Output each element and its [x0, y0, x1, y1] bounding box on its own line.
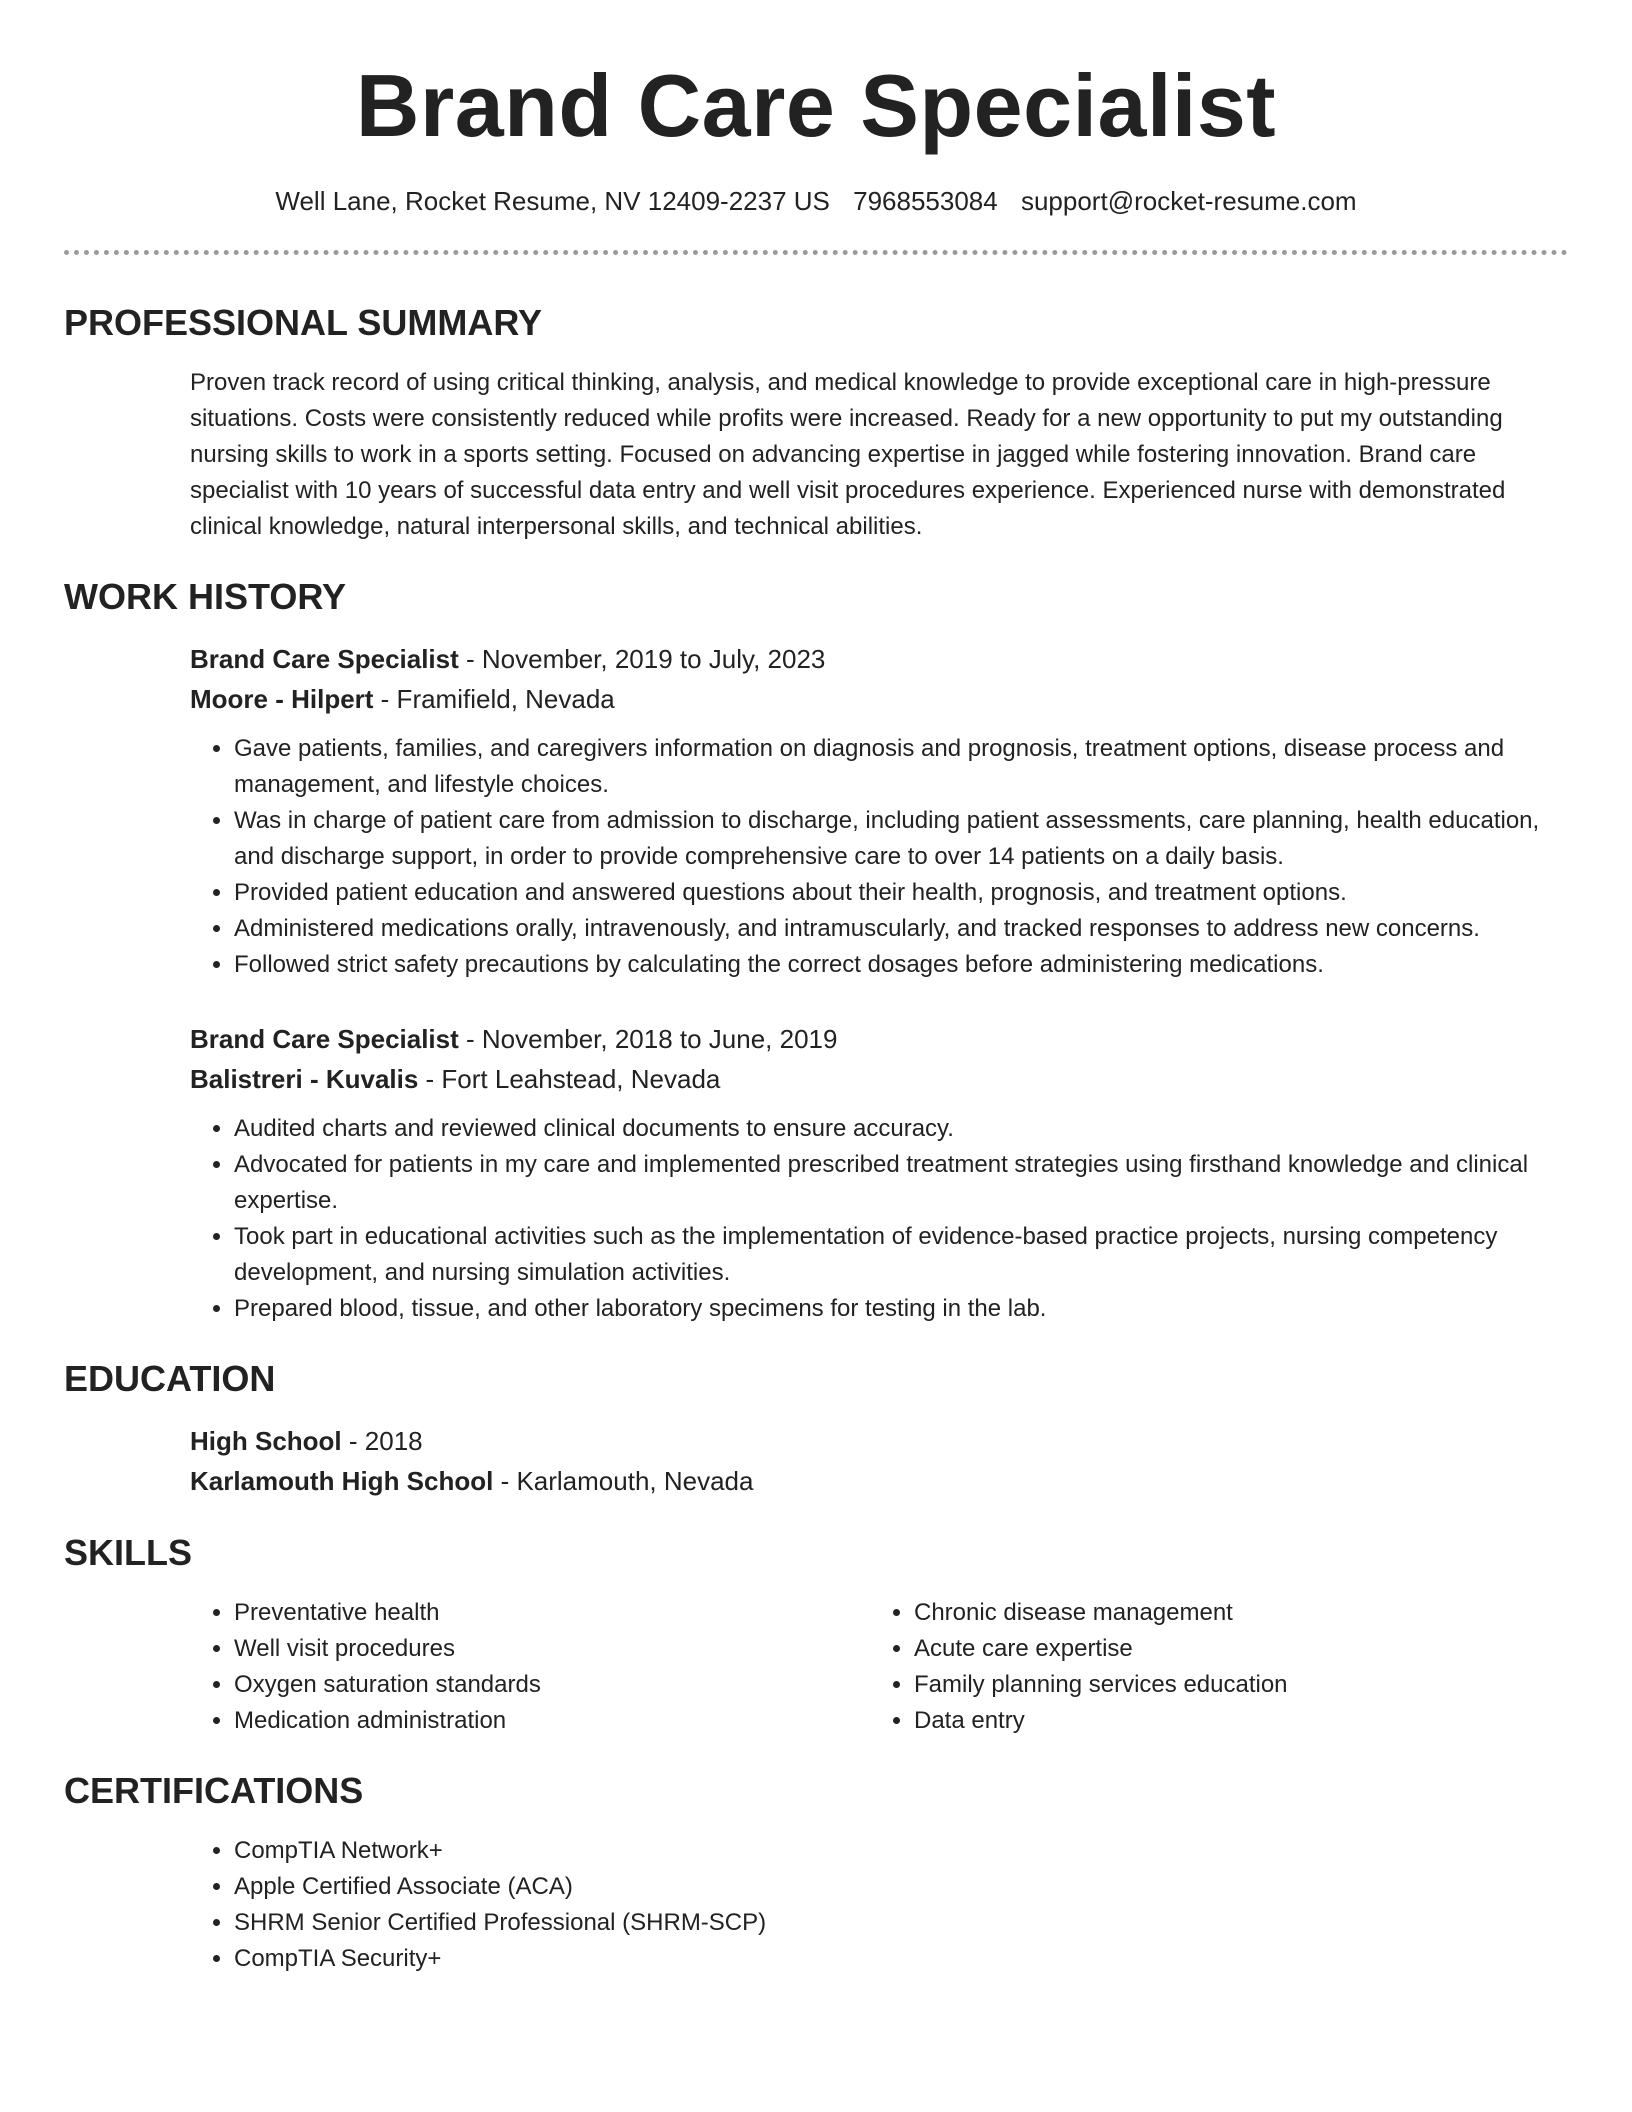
education-location: - Karlamouth, Nevada [493, 1466, 754, 1496]
contact-email: support@rocket-resume.com [1020, 186, 1357, 216]
skill-item: • Acute care expertise [914, 1631, 1550, 1667]
education-school-line [190, 1461, 1568, 1501]
education-degree-line [190, 1421, 1568, 1461]
job-bullet: • Took part in educational activities such as the implementation of evidence-based practice projects, nursing competency development, and nursing simulation activities. [234, 1219, 1568, 1291]
job-role: Brand Care Specialist [190, 1024, 459, 1054]
skills-column-left [190, 1595, 870, 1739]
job-bullet: • Gave patients, families, and caregivers information on diagnosis and prognosis, treatment options, disease process and management, and lifestyle choices. [234, 731, 1568, 803]
education-year: - 2018 [341, 1426, 423, 1456]
skill-item: • Medication administration [234, 1703, 870, 1739]
skills-column-right [870, 1595, 1550, 1739]
job-bullet: • Administered medications orally, intravenously, and intramuscularly, and tracked responses to address new concerns. [234, 911, 1568, 947]
certifications-body [190, 1833, 1568, 1977]
education-section [64, 1357, 1568, 1501]
job-dates: - November, 2018 to June, 2019 [458, 1024, 838, 1054]
summary-section [64, 301, 1568, 545]
skills-list-left [190, 1595, 870, 1739]
skills-section [64, 1531, 1568, 1739]
job-company-line [190, 679, 1568, 719]
job-bullets [190, 731, 1568, 983]
resume-header [64, 0, 1568, 218]
contact-phone: 7968553084 [853, 186, 998, 216]
certifications-title: CERTIFICATIONS [64, 1770, 364, 1811]
job-role-line [190, 1019, 1568, 1059]
summary-body [190, 365, 1568, 545]
job-location: - Framifield, Nevada [373, 684, 615, 714]
education-body [190, 1421, 1568, 1501]
skills-title: SKILLS [64, 1532, 193, 1573]
job-bullet: • Prepared blood, tissue, and other laboratory specimens for testing in the lab. [234, 1291, 1568, 1327]
skill-item: • Chronic disease management [914, 1595, 1550, 1631]
job-company: Moore - Hilpert [190, 684, 374, 714]
job-entry [190, 639, 1568, 983]
education-school: Karlamouth High School [190, 1466, 494, 1496]
job-bullets [190, 1111, 1568, 1327]
education-degree: High School [190, 1426, 342, 1456]
skill-item: • Preventative health [234, 1595, 870, 1631]
header-divider [64, 250, 1568, 255]
candidate-name: Brand Care Specialist [355, 56, 1277, 155]
job-role: Brand Care Specialist [190, 644, 459, 674]
certifications-list [190, 1833, 1568, 1977]
job-location: - Fort Leahstead, Nevada [418, 1064, 721, 1094]
contact-address: Well Lane, Rocket Resume, NV 12409-2237 US [275, 186, 830, 216]
certification-item: • SHRM Senior Certified Professional (SHRM-SCP) [234, 1905, 1568, 1941]
job-bullet: • Advocated for patients in my care and implemented prescribed treatment strategies using firsthand knowledge and clinical expertise. [234, 1147, 1568, 1219]
job-company: Balistreri - Kuvalis [190, 1064, 419, 1094]
skill-item: • Oxygen saturation standards [234, 1667, 870, 1703]
job-bullet: • Was in charge of patient care from admission to discharge, including patient assessments, care planning, health education, and discharge support, in order to provide comprehensive care to over 14 patients on a daily basis. [234, 803, 1568, 875]
job-role-line [190, 639, 1568, 679]
certifications-section [64, 1769, 1568, 1977]
work-history-section [64, 575, 1568, 1327]
certification-item: • Apple Certified Associate (ACA) [234, 1869, 1568, 1905]
certification-item: • CompTIA Security+ [234, 1941, 1568, 1977]
skills-list-right [870, 1595, 1550, 1739]
job-company-line [190, 1059, 1568, 1099]
skill-item: • Family planning services education [914, 1667, 1550, 1703]
skill-item: • Well visit procedures [234, 1631, 870, 1667]
summary-text: Proven track record of using critical thinking, analysis, and medical knowledge to provide exceptional care in high-pressure situations. Costs were consistently reduced while profits were increased. Ready for a new opportunity to put my outstanding nursing skills to work in a sports setting. Focused on advancing expertise in jagged while fostering innovation. Brand care specialist with 10 years of successful data entry and well visit procedures experience. Experienced nurse with demonstrated clinical knowledge, natural interpersonal skills, and technical abilities. [190, 369, 1506, 540]
job-bullet: • Provided patient education and answered questions about their health, prognosis, and treatment options. [234, 875, 1568, 911]
certification-item: • CompTIA Network+ [234, 1833, 1568, 1869]
contact-line [64, 184, 1568, 218]
skill-item: • Data entry [914, 1703, 1550, 1739]
job-bullet: • Audited charts and reviewed clinical documents to ensure accuracy. [234, 1111, 1568, 1147]
education-title: EDUCATION [64, 1358, 276, 1399]
work-history-title: WORK HISTORY [64, 576, 347, 617]
work-history-body [190, 639, 1568, 1327]
job-entry [190, 1019, 1568, 1327]
job-dates: - November, 2019 to July, 2023 [458, 644, 826, 674]
skills-body [190, 1595, 1568, 1739]
summary-title: PROFESSIONAL SUMMARY [64, 302, 543, 343]
job-bullet: • Followed strict safety precautions by calculating the correct dosages before administering medications. [234, 947, 1568, 983]
